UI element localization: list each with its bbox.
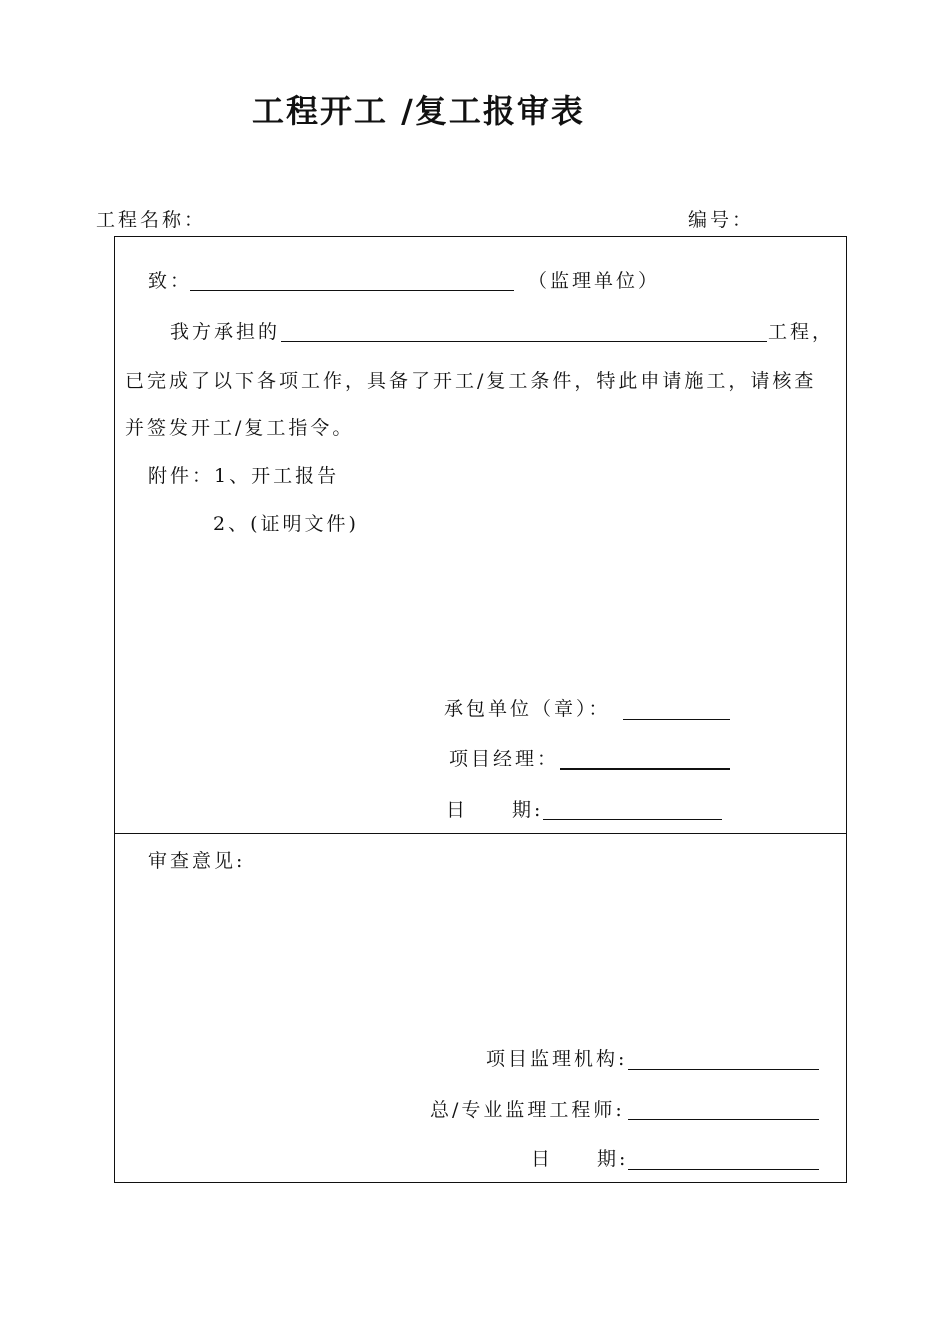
line1-prefix: 我方承担的 bbox=[170, 321, 281, 343]
contractor-field[interactable] bbox=[623, 719, 730, 720]
review-date-label: 日 期: bbox=[531, 1148, 629, 1170]
section-divider bbox=[114, 833, 847, 834]
supervision-org-label: 项目监理机构: bbox=[486, 1048, 628, 1070]
to-label: 致： bbox=[148, 270, 193, 292]
attachments-label: 附件：1、开工报告 bbox=[148, 465, 340, 487]
engineer-field[interactable] bbox=[628, 1119, 819, 1120]
application-date-label: 日 期: bbox=[446, 799, 544, 821]
to-suffix: （监理单位） bbox=[528, 270, 661, 292]
page-title: 工程开工 /复工报审表 bbox=[252, 92, 585, 130]
project-name-label: 工程名称： bbox=[96, 209, 207, 231]
manager-field[interactable] bbox=[560, 768, 730, 770]
manager-label: 项目经理： bbox=[449, 748, 560, 770]
number-label: 编号： bbox=[688, 209, 755, 231]
line3-text: 并签发开工/复工指令。 bbox=[125, 417, 355, 439]
line1-suffix: 工程， bbox=[768, 321, 835, 343]
review-opinion-label: 审查意见: bbox=[148, 850, 246, 872]
line2-text: 已完成了以下各项工作，具备了开工/复工条件，特此申请施工，请核查 bbox=[125, 370, 817, 392]
supervision-unit-field[interactable] bbox=[190, 290, 514, 291]
supervision-org-field[interactable] bbox=[628, 1069, 819, 1070]
review-date-field[interactable] bbox=[628, 1169, 819, 1170]
application-date-field[interactable] bbox=[543, 819, 722, 820]
contractor-label: 承包单位（章）： bbox=[444, 698, 611, 720]
attachment-2: 2、(证明文件) bbox=[213, 513, 359, 535]
project-field[interactable] bbox=[281, 341, 767, 342]
engineer-label: 总/专业监理工程师: bbox=[430, 1099, 625, 1121]
